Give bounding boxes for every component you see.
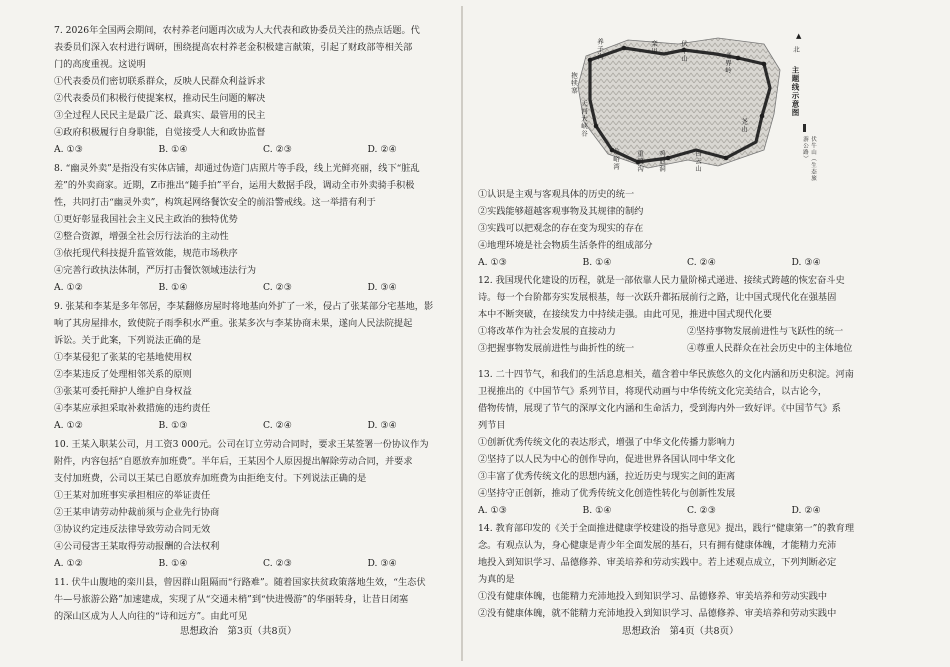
answer-options: [54, 417, 472, 434]
answer-options: [478, 254, 896, 271]
choice-statement: ②没有健康体魄，就不能精力充沛地投入到知识学习、品德修养、审美培养和劳动实践中: [478, 608, 837, 619]
question-text: 门的高度重视。这说明: [54, 59, 146, 70]
choice-row: [478, 340, 896, 357]
answer-options: [478, 502, 896, 519]
choice-statement: ①王某对加班事实承担相应的举证责任: [54, 490, 211, 501]
legend-title: 主题线示意图: [791, 66, 800, 117]
option-d: D. ③④: [367, 420, 397, 431]
choice-statement: ②李某违反了处理相邻关系的原则: [54, 369, 192, 380]
option-b: B. ①④: [158, 282, 188, 293]
question-text: 响了其房屋排水，致使院子雨季积水严重。张某多次与李某协商未果，遂向人民法院提起: [54, 318, 413, 329]
choice-statement: ②坚持事物发展前进性与飞跃性的统一: [687, 326, 844, 337]
map-label: 白云山: [694, 150, 702, 173]
option-d: D. ③④: [367, 558, 397, 569]
map-label: 鸡冠洞: [658, 150, 666, 173]
question-text: 8. “幽灵外卖”是指没有实体店铺，却通过伪造门店照片等手段，线上光鲜亮丽，线下“脏乱: [54, 163, 420, 174]
question-text: 7. 2026年全国两会期间，农村养老问题再次成为人大代表和政协委员关注的热点话题。代: [54, 25, 420, 36]
question-text: 借物传情，展现了节气的深厚文化内涵和生命活力，受到海内外一致好评。《中国节气》系: [478, 403, 841, 414]
question-7: [54, 22, 472, 158]
question-text: 附件，内容包括“自愿放弃加班费”。半年后，王某因个人原因提出解除劳动合同，并要求: [54, 456, 413, 467]
question-10: [54, 436, 472, 572]
question-text: 差”的外卖商家。近期，Z市推出“随手拍”平台，运用大数据手段，调动全市外卖骑手积极: [54, 180, 415, 191]
question-text: 14. 教育部印发的《关于全面推进健康学校建设的指导意见》提出，践行“健康第一”的教育理: [478, 523, 855, 534]
choice-statement: ③全过程人民民主是最广泛、最真实、最管用的民主: [54, 110, 266, 121]
choice-row: [478, 323, 896, 340]
option-a: A. ①③: [478, 257, 507, 268]
option-c: C. ②③: [687, 505, 717, 516]
map-label: 天河大峡谷: [580, 100, 588, 138]
choice-statement: ②代表委员们积极行使提案权，推动民生问题的解决: [54, 93, 266, 104]
question-text: 牛—号旅游公路”加速建成，实现了从“交通未梢”到“快进慢游”的华丽转身，让昔日闭塞: [54, 594, 409, 605]
choice-statement: ④尊重人民群众在社会历史中的主体地位: [687, 343, 853, 354]
choice-statement: ④政府积极履行自身职能，自觉接受人大和政协监督: [54, 127, 266, 138]
option-c: C. ②④: [263, 420, 293, 431]
left-page: [54, 22, 472, 653]
choice-statement: ②王某申请劳动仲裁前须与企业先行协商: [54, 507, 220, 518]
option-c: C. ②③: [263, 558, 293, 569]
answer-options: [54, 141, 472, 158]
choice-statement: ③依托现代科技提升监管效能，规范市场秩序: [54, 248, 238, 259]
question-14: [478, 520, 896, 622]
choice-statement: ②整合资源，增强全社会厉行法治的主动性: [54, 231, 229, 242]
option-c: C. ②④: [687, 257, 717, 268]
option-d: D. ②④: [367, 144, 397, 155]
map-label: 伏牛山: [680, 40, 688, 63]
question-text: 诗。每一个台阶都夯实发展根基，每一次跃升都拓展前行之路，让中国式现代化在强基固: [478, 292, 837, 303]
choice-statement: ①没有健康体魄，也能精力充沛地投入到知识学习、品德修养、审美培养和劳动实践中: [478, 591, 828, 602]
question-11: [54, 574, 472, 625]
answer-options: [54, 555, 472, 572]
compass-label: 北: [792, 46, 800, 54]
option-b: B. ①④: [582, 505, 612, 516]
question-8: [54, 160, 472, 296]
option-b: B. ①④: [582, 257, 612, 268]
option-d: D. ③④: [367, 282, 397, 293]
map-label: 尧山: [740, 118, 748, 133]
choice-statement: ④地理环境是社会物质生活条件的组成部分: [478, 240, 653, 251]
question-text: 表委员们深入农村进行调研，围绕提高农村养老金积极建言献策，引起了财政部等相关部: [54, 42, 413, 53]
choice-statement: ②实践能够超越客观事物及其规律的制约: [478, 206, 644, 217]
question-text: 地投入到知识学习、品德修养、审美培养和劳动实践中。若上述观点成立，下列判断必定: [478, 557, 837, 568]
question-text: 10. 王某入职某公司，月工资3 000元。公司在订立劳动合同时，要求王某签署一份协议作为: [54, 439, 429, 450]
choice-statement: ③实践可以把观念的存在变为现实的存在: [478, 223, 644, 234]
question-text: 13. 二十四节气，和我们的生活息息相关，蕴含着中华民族悠久的文化内涵和历史积淀。河南: [478, 369, 854, 380]
option-b: B. ①④: [158, 558, 188, 569]
choice-statement: ①李某侵犯了张某的宅基地使用权: [54, 352, 192, 363]
question-text: 支付加班费，公司以王某已自愿放弃加班费为由拒绝支付。下列说法正确的是: [54, 473, 367, 484]
question-text: 性，共同打击“幽灵外卖”，构筑起网络餐饮安全的前沿警戒线。这一举措有利于: [54, 197, 376, 208]
option-b: B. ①③: [158, 420, 188, 431]
map-label: 抱犊寨: [570, 72, 578, 95]
question-text: 为真的是: [478, 574, 515, 585]
choice-statement: ③把握事物发展前进性与曲折性的统一: [478, 343, 635, 354]
choice-statement: ①将改革作为社会发展的直接动力: [478, 326, 616, 337]
question-text: 9. 张某和李某是多年邻居，李某翻修房屋时将地基向外扩了一米，侵占了张某部分宅基地，影: [54, 301, 434, 312]
question-13: [478, 366, 896, 519]
option-b: B. ①④: [158, 144, 188, 155]
choice-statement: ③张某可委托辩护人维护自身权益: [54, 386, 192, 397]
choice-statement: ④李某应承担采取补救措施的违约责任: [54, 403, 211, 414]
question-text: 列节目: [478, 420, 506, 431]
question-12: [478, 272, 896, 357]
answer-options: [54, 279, 472, 296]
map-label: 老界岭: [724, 52, 732, 75]
question-text: 本中不断突破，在接续发力中持续走强。由此可见，推进中国式现代化要: [478, 309, 772, 320]
option-d: D. ②④: [791, 505, 821, 516]
right-page: [478, 22, 896, 653]
map-label: 龙峪湾: [612, 148, 620, 171]
north-arrow-icon: ▲: [796, 32, 802, 40]
choice-statement: ④完善行政执法体制，严厉打击餐饮领域违法行为: [54, 265, 257, 276]
legend-route-label: 伏牛山（生态旅游公路）: [802, 136, 816, 182]
map-label: 养子沟: [596, 38, 604, 61]
option-a: A. ①③: [478, 505, 507, 516]
choice-statement: ③协议约定违反法律导致劳动合同无效: [54, 524, 211, 535]
map-label: 重渡沟: [636, 150, 644, 173]
choice-statement: ①更好彰显我国社会主义民主政治的独特优势: [54, 214, 238, 225]
choice-statement: ①创新优秀传统文化的表达形式，增强了中华文化传播力影响力: [478, 437, 736, 448]
map-label: 栾川: [650, 40, 658, 55]
choice-statement: ②坚持了以人民为中心的创作导向，促进世界各国认同中华文化: [478, 454, 736, 465]
choice-statement: ④坚持守正创新，推动了优秀传统文化创造性转化与创新性发展: [478, 488, 736, 499]
question-text: 卫视推出的《中国节气》系列节目，将现代动画与中华传统文化完美结合，以古论今，: [478, 386, 828, 397]
option-a: A. ①②: [54, 558, 83, 569]
option-a: A. ①②: [54, 282, 83, 293]
question-text: 诉讼。关于此案，下列说法正确的是: [54, 335, 201, 346]
question-11-continued: [478, 186, 896, 271]
option-a: A. ①②: [54, 420, 83, 431]
question-text: 11. 伏牛山腹地的栾川县，曾因群山阻隔而“行路难”。随着国家扶贫政策落地生效，“生态伏: [54, 577, 426, 588]
question-text: 的深山区成为人人向往的“诗和远方”。由此可见: [54, 611, 248, 622]
option-c: C. ②③: [263, 144, 293, 155]
question-9: [54, 298, 472, 434]
choice-statement: ①代表委员们密切联系群众，反映人民群众利益诉求: [54, 76, 266, 87]
choice-statement: ④公司侵害王某取得劳动报酬的合法权利: [54, 541, 220, 552]
page-footer-left: 思想政治 第3页（共8页）: [180, 626, 297, 637]
option-d: D. ③④: [791, 257, 821, 268]
page-footer-right: 思想政治 第4页（共8页）: [622, 626, 739, 637]
choice-statement: ①认识是主观与客观具体的历史的统一: [478, 189, 635, 200]
option-c: C. ②③: [263, 282, 293, 293]
question-text: 念。有观点认为，身心健康是青少年全面发展的基石，只有拥有健康体魄，才能精力充沛: [478, 540, 837, 551]
choice-statement: ③丰富了优秀传统文化的思想内涵，拉近历史与现实之间的距离: [478, 471, 736, 482]
question-text: 12. 我国现代化建设的历程，就是一部依靠人民力量阶梯式递进、接续式跨越的恢宏奋斗史: [478, 275, 845, 286]
option-a: A. ①③: [54, 144, 83, 155]
